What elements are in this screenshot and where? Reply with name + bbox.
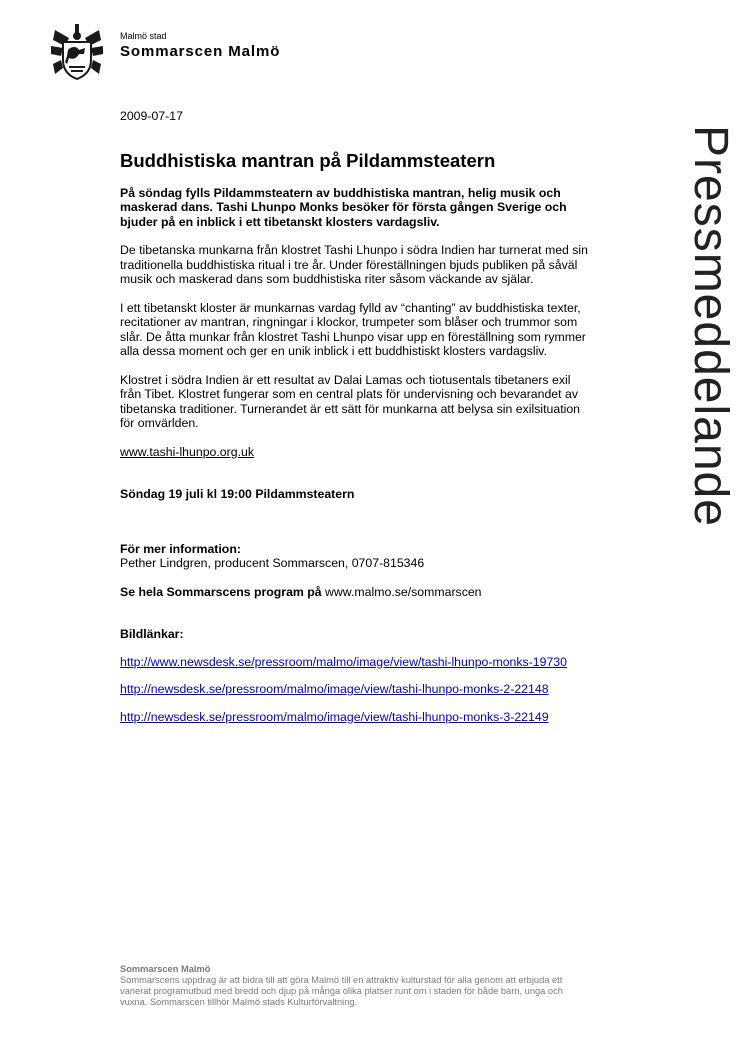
website-link[interactable]: www.tashi-lhunpo.org.uk <box>120 444 254 459</box>
image-link-item <box>120 710 590 725</box>
contact-block <box>120 542 590 571</box>
event-info: Söndag 19 juli kl 19:00 Pildammsteatern <box>120 487 355 501</box>
program-url: www.malmo.se/sommarscen <box>321 584 482 599</box>
lead-paragraph: På söndag fylls Pildammsteatern av buddhistiska mantran, helig musik och maskerad dans. Tashi Lhunpo Monks besöker för första gången Sverige och bjuder på en inblick i ett tibetanskt klosters vardagsliv. <box>120 185 567 229</box>
image-link-3[interactable]: http://newsdesk.se/pressroom/malmo/image/view/tashi-lhunpo-monks-3-22149 <box>120 709 549 724</box>
website-paragraph <box>120 445 590 460</box>
image-links-heading: Bildlänkar: <box>120 627 184 641</box>
footer <box>120 964 590 1008</box>
footer-text: Sommarscens uppdrag är att bidra till att göra Malmö till en attraktiv kulturstad för alla genom att erbjuda ett varierat programutbud med bredd och djup på många olika platser runt om i staden för både barn, unga och vuxna. Sommarscen tillhör Malmö stads Kulturförvaltning. <box>120 975 563 1007</box>
footer-title: Sommarscen Malmö <box>120 964 211 974</box>
image-link-2[interactable]: http://newsdesk.se/pressroom/malmo/image/view/tashi-lhunpo-monks-2-22148 <box>120 682 549 696</box>
image-link-item <box>120 655 590 670</box>
org-name: Sommarscen Malmö <box>120 43 281 60</box>
release-date: 2009-07-17 <box>120 109 183 123</box>
contact-person: Pether Lindgren, producent Sommarscen, 0707-815346 <box>120 556 425 570</box>
malmo-coat-of-arms-logo <box>51 24 103 80</box>
program-label: Se hela Sommarscens program på <box>120 584 322 599</box>
image-link-item <box>120 682 590 697</box>
press-release-label: Pressmeddelande <box>684 125 737 527</box>
body-paragraph: I ett tibetanskt kloster är munkarnas vardag fylld av “chanting” av buddhistiska texter, recitationer av mantran, ringningar i klockor, trumpeter som blåser och trummor som slår. De åtta munkar från klostret Tashi Lhunpo visar upp en föreställning som rymmer alla dessa moment och ger en unik inblick i ett buddhistiskt klosters vardagsliv. <box>120 300 586 358</box>
body-paragraph: Klostret i södra Indien är ett resultat av Dalai Lamas och tiotusentals tibetaners exil från Tibet. Klostret fungerar som en central plats för undervisning och bevarandet av tibetanska traditioner. Turnerandet är ett sätt för munkarna att belysa sin exilsituation för omvärlden. <box>120 372 581 430</box>
headline: Buddhistiska mantran på Pildammsteatern <box>120 149 496 171</box>
program-line <box>120 585 590 600</box>
image-link-1[interactable]: http://www.newsdesk.se/pressroom/malmo/image/view/tashi-lhunpo-monks-19730 <box>120 654 567 669</box>
org-subtitle: Malmö stad <box>120 31 167 41</box>
body-paragraph: De tibetanska munkarna från klostret Tashi Lhunpo i södra Indien har turnerat med sin traditionella buddhistiska ritual i tre år. Under föreställningen bjuds publiken på såväl musik och maskerad dans som buddhistiska riter såsom väckande av själar. <box>120 243 589 286</box>
press-release-body <box>120 109 590 724</box>
contact-heading: För mer information: <box>120 541 241 556</box>
